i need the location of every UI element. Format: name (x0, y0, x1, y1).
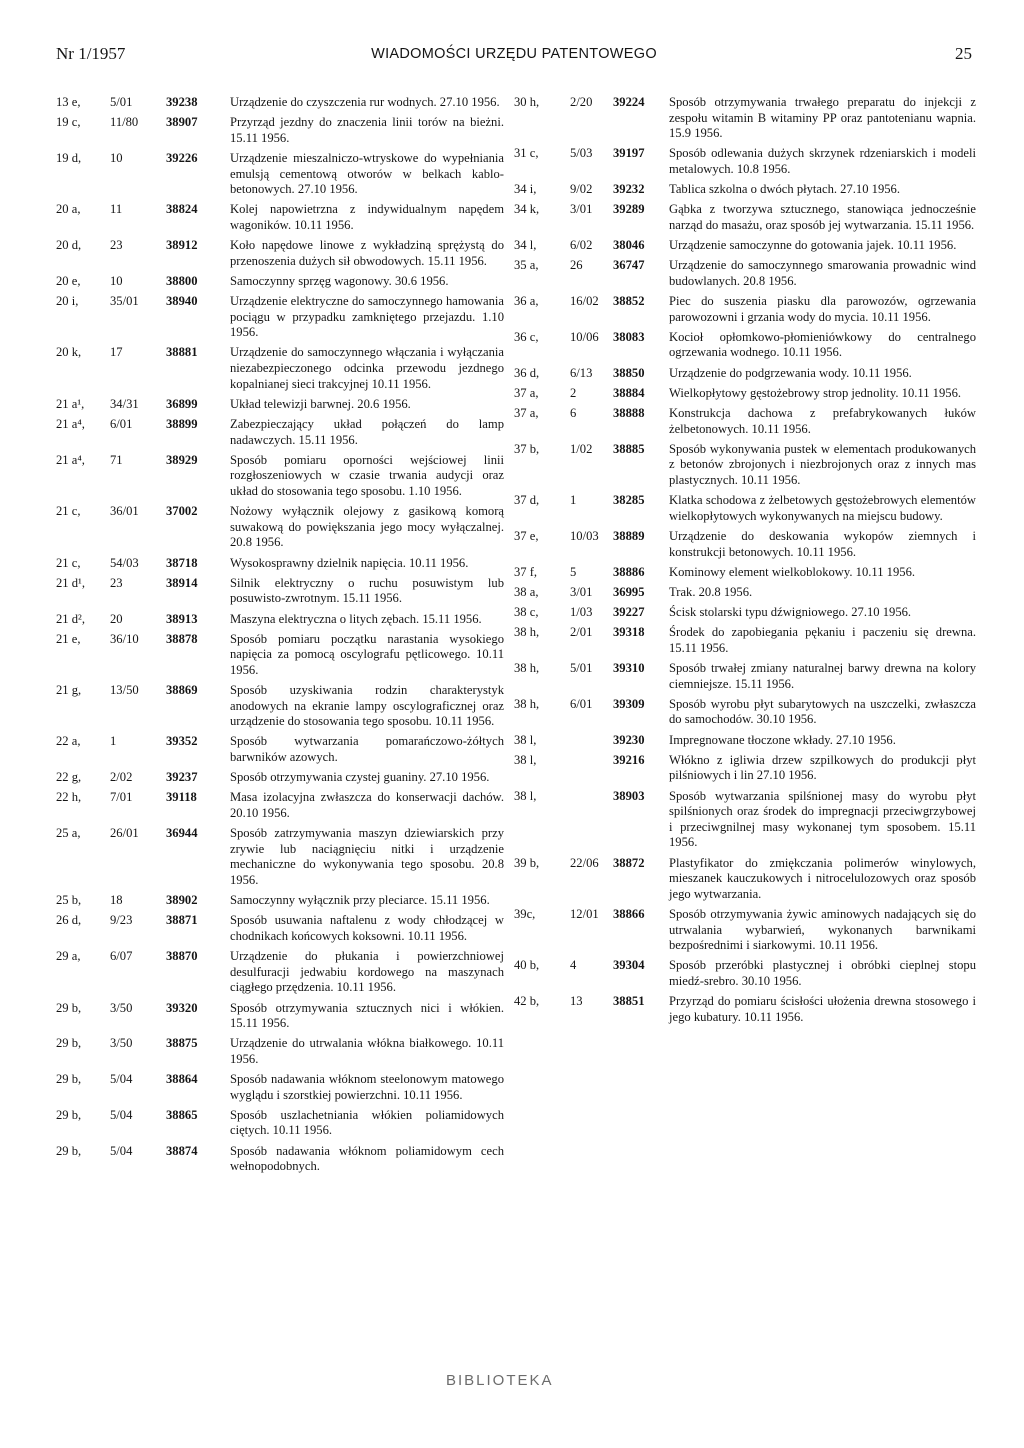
patent-number: 37002 (166, 504, 198, 519)
patent-description: Klatka schodowa z żelbetowych gęstożebrowych elementów wielkopłytowych wykonywanych na miejscu budowy. (669, 493, 976, 523)
patent-class: 36 d, (514, 365, 540, 380)
patent-subclass: 11/80 (110, 115, 139, 130)
patent-description: Konstrukcja dachowa z prefabrykowanych łuków żelbetonowych. 10.11 1956. (669, 406, 976, 436)
patent-description: Sposób otrzymywania żywic aminowych nadających się do utrwalania wybarwień, wykonanych barwnikami bezpośrednimi i siarkowymi. 10.11 1956. (669, 906, 976, 953)
patent-description: Urządzenie do samoczynnego smarowania prowadnic wind budowlanych. 20.8 1956. (669, 258, 976, 288)
patent-entry (56, 770, 504, 786)
patent-number: 39352 (166, 734, 198, 749)
patent-subclass: 1 (110, 734, 117, 749)
patent-entry (56, 683, 504, 730)
patent-class: 38 l, (514, 732, 537, 747)
patent-class: 38 l, (514, 752, 537, 767)
patent-description: Koło napędowe linowe z wykładziną sprężystą do przenoszenia dużych sił obwodowych. 15.11 1956. (230, 238, 504, 268)
patent-entry (56, 949, 504, 996)
patent-class: 20 i, (56, 294, 79, 309)
patent-class: 38 h, (514, 661, 540, 676)
patent-entry (514, 994, 976, 1025)
patent-entry (56, 893, 504, 909)
patent-class: 38 a, (514, 584, 539, 599)
patent-entry (514, 366, 976, 382)
patent-class: 22 g, (56, 770, 82, 785)
patent-description: Sposób otrzymywania sztucznych nici i włókien. 15.11 1956. (230, 1000, 504, 1031)
patent-subclass: 26 (570, 258, 583, 273)
patent-number: 38940 (166, 294, 198, 309)
patent-entry (56, 1001, 504, 1032)
patent-entry (514, 202, 976, 233)
patent-subclass: 11 (110, 202, 123, 217)
patent-class: 21 d², (56, 611, 85, 626)
patent-number: 38878 (166, 631, 198, 646)
patent-description: Sposób otrzymywania trwałego preparatu do injekcji z zespołu witamin B witaminy PP oraz pantotenianu wapnia. 15.9 1956. (669, 95, 976, 141)
page-number: 25 (955, 44, 972, 63)
patent-class: 29 b, (56, 1036, 82, 1051)
patent-subclass: 5/03 (570, 146, 593, 161)
patent-subclass: 20 (110, 611, 123, 626)
patent-entry (514, 146, 976, 177)
patent-subclass: 3/50 (110, 1036, 133, 1051)
patent-entry (56, 238, 504, 269)
patent-entry (514, 330, 976, 361)
patent-number: 38888 (613, 406, 645, 421)
patent-entry (56, 556, 504, 572)
patent-entry (56, 576, 504, 607)
patent-description: Samoczynny sprzęg wagonowy. 30.6 1956. (230, 273, 449, 288)
patent-number: 39224 (613, 95, 645, 109)
patent-number: 38886 (613, 564, 645, 579)
patent-entry (56, 790, 504, 821)
patent-number: 39289 (613, 202, 645, 217)
patent-description: Wysokosprawny dzielnik napięcia. 10.11 1956. (230, 555, 469, 570)
patent-entry (56, 417, 504, 448)
patent-class: 19 d, (56, 150, 82, 165)
patent-description: Sposób uzyskiwania rodzin charakterystyk anodowych na ekranie lampy oscylograficznej oraz urządzenie do stosowania tego sposobu. 10.11 1956. (230, 683, 504, 729)
patent-subclass: 9/23 (110, 913, 133, 928)
patent-class: 20 a, (56, 202, 81, 217)
patent-subclass: 5/01 (110, 95, 133, 109)
patent-entry (56, 1144, 504, 1175)
patent-number: 38884 (613, 385, 645, 400)
patent-entry (56, 1072, 504, 1103)
patent-class: 21 c, (56, 555, 81, 570)
patent-description: Maszyna elektryczna o litych zębach. 15.11 1956. (230, 611, 482, 626)
patent-description: Kolej napowietrzna z indywidualnym napędem wagoników. 10.11 1956. (230, 202, 504, 232)
patent-class: 38 c, (514, 605, 539, 620)
patent-description: Sposób wytwarzania spilśnionej masy do wyrobu płyt spilśnionych oraz środek do impregnacji przeciwgrzybowej i przeciwgnilnej masy wykonanej tym sposobem. 15.11 1956. (669, 788, 976, 850)
patent-class: 37 b, (514, 441, 540, 456)
patent-entry (56, 632, 504, 679)
patent-description: Urządzenie mieszalniczo-wtryskowe do wypełniania emulsją cementową otworów w belkach kablo-betonowych. 27.10 1956. (230, 150, 504, 197)
patent-subclass: 10/03 (570, 528, 599, 543)
patent-class: 38 h, (514, 696, 540, 711)
patent-entry (56, 151, 504, 198)
patent-class: 20 d, (56, 238, 82, 253)
patent-description: Nożowy wyłącznik olejowy z gasikową komorą suwakową do powiększania jego mocy wyłączalnej. 20.8 1956. (230, 504, 504, 550)
patent-number: 39197 (613, 146, 645, 161)
left-column (56, 95, 504, 1179)
journal-title: WIADOMOŚCI URZĘDU PATENTOWEGO (371, 46, 657, 62)
patent-description: Sposób trwałej zmiany naturalnej barwy drewna na kolory ciemniejsze. 15.11 1956. (669, 661, 976, 691)
patent-number: 38718 (166, 555, 198, 570)
patent-number: 38902 (166, 893, 198, 908)
patent-subclass: 36/10 (110, 631, 139, 646)
patent-number: 38852 (613, 294, 645, 309)
patent-description: Sposób odlewania dużych skrzynek rdzeniarskich i modeli metalowych. 10.8 1956. (669, 146, 976, 176)
patent-class: 29 a, (56, 949, 81, 964)
patent-entry (514, 585, 976, 601)
patent-description: Urządzenie do deskowania wykopów ziemnych i konstrukcji betonowych. 10.11 1956. (669, 528, 976, 559)
patent-description: Sposób otrzymywania czystej guaniny. 27.10 1956. (230, 770, 490, 785)
patent-entry (514, 958, 976, 989)
patent-entry (514, 697, 976, 728)
patent-number: 38870 (166, 949, 198, 964)
patent-class: 36 a, (514, 294, 539, 309)
patent-number: 38889 (613, 528, 645, 543)
patent-subclass: 16/02 (570, 294, 599, 309)
patent-description: Sposób zatrzymywania maszyn dziewiarskich przy zrywie lub naciągnięciu nitki i urządzenie mechaniczne do wykonywania tego sposobu. 20.8 1956. (230, 826, 504, 887)
patent-number: 38046 (613, 238, 645, 253)
patent-number: 38881 (166, 345, 198, 360)
patent-subclass: 5 (570, 564, 577, 579)
patent-description: Urządzenie samoczynne do gotowania jajek. 10.11 1956. (669, 238, 957, 253)
patent-subclass: 12/01 (570, 906, 599, 921)
patent-description: Sposób usuwania naftalenu z wody chłodzącej w chodnikach końcowych koksowni. 10.11 1956. (230, 913, 504, 943)
patent-class: 21 e, (56, 631, 81, 646)
patent-description: Urządzenie do płukania i powierzchniowej desulfuracji jedwabiu kordowego na maszynach ciągłego przędzenia. 10.11 1956. (230, 949, 504, 995)
patent-subclass: 10 (110, 150, 123, 165)
patent-entry (56, 274, 504, 290)
patent-subclass: 6/01 (570, 696, 593, 711)
patent-description: Urządzenie do podgrzewania wody. 10.11 1956. (669, 365, 912, 380)
patent-subclass: 22/06 (570, 855, 599, 870)
patent-class: 20 e, (56, 273, 81, 288)
patent-class: 29 b, (56, 1000, 82, 1015)
patent-description: Urządzenie elektryczne do samoczynnego hamowania pociągu w przypadku zamkniętego przejazdu. 1.10 1956. (230, 294, 504, 340)
patent-description: Sposób pomiaru oporności wejściowej linii rozgłoszeniowych w czasie trwania audycji oraz układ do stosowania tego sposobu. 1.10 1956. (230, 452, 504, 498)
patent-entry (56, 826, 504, 888)
patent-entry (56, 913, 504, 944)
patent-subclass: 5/04 (110, 1107, 133, 1122)
patent-entry (514, 733, 976, 749)
patent-class: 26 d, (56, 913, 82, 928)
patent-class: 22 h, (56, 790, 82, 805)
patent-number: 38929 (166, 452, 198, 467)
patent-number: 39237 (166, 770, 198, 785)
patent-entry (56, 115, 504, 146)
patent-class: 21 a⁴, (56, 417, 85, 432)
patent-entry (514, 294, 976, 325)
library-stamp: BIBLIOTEKA (446, 1372, 554, 1389)
patent-description: Samoczynny wyłącznik przy pleciarce. 15.11 1956. (230, 893, 490, 908)
patent-description: Sposób przeróbki plastycznej i obróbki cieplnej stopu miedź-srebro. 30.10 1956. (669, 958, 976, 988)
patent-description: Urządzenie do utrwalania włókna białkowego. 10.11 1956. (230, 1036, 504, 1066)
patent-subclass: 4 (570, 958, 577, 973)
patent-number: 38850 (613, 365, 645, 380)
patent-class: 37 d, (514, 493, 540, 508)
patent-class: 37 a, (514, 406, 539, 421)
patent-class: 38 l, (514, 788, 537, 803)
page-header (56, 44, 972, 70)
patent-entry (56, 294, 504, 341)
patent-number: 38871 (166, 913, 198, 928)
patent-description: Gąbka z tworzywa sztucznego, stanowiąca jednocześnie narząd do masażu, oraz sposób jej wytwarzania. 15.11 1956. (669, 202, 976, 232)
patent-subclass: 6/07 (110, 949, 133, 964)
patent-description: Przyrząd jezdny do znaczenia linii torów na bieżni. 15.11 1956. (230, 115, 504, 145)
patent-class: 35 a, (514, 258, 539, 273)
patent-entry (56, 95, 504, 111)
patent-subclass: 3/01 (570, 202, 593, 217)
patent-class: 36 c, (514, 329, 539, 344)
patent-class: 29 b, (56, 1107, 82, 1122)
patent-number: 38851 (613, 994, 645, 1009)
patent-description: Urządzenie do czyszczenia rur wodnych. 27.10 1956. (230, 95, 500, 109)
patent-subclass: 2/01 (570, 625, 593, 640)
patent-entry (514, 238, 976, 254)
patent-number: 39227 (613, 605, 645, 620)
patent-entry (514, 753, 976, 784)
patent-class: 37 e, (514, 528, 539, 543)
patent-class: 34 k, (514, 202, 540, 217)
patent-entry (514, 258, 976, 289)
patent-class: 20 k, (56, 345, 82, 360)
patent-number: 38903 (613, 788, 645, 803)
patent-class: 21 c, (56, 504, 81, 519)
patent-subclass: 6/01 (110, 417, 133, 432)
patent-subclass: 1 (570, 493, 577, 508)
patent-entry (56, 1108, 504, 1139)
patent-subclass: 2/20 (570, 95, 593, 109)
patent-subclass: 5/01 (570, 661, 593, 676)
patent-description: Sposób uszlachetniania włókien poliamidowych ciętych. 10.11 1956. (230, 1107, 504, 1138)
patent-entry (56, 397, 504, 413)
patent-subclass: 2/02 (110, 770, 133, 785)
patent-number: 38899 (166, 417, 198, 432)
patent-class: 21 a¹, (56, 396, 85, 411)
patent-description: Włókno z igliwia drzew szpilkowych do produkcji płyt pilśniowych i lin 27.10 1956. (669, 752, 976, 783)
patent-entry (514, 661, 976, 692)
patent-description: Sposób wykonywania pustek w elementach produkowanych z betonów zbrojonych i niezbrojonych oraz z innych mas plastycznych. 10.11 1956. (669, 441, 976, 487)
patent-subclass: 23 (110, 238, 123, 253)
patent-class: 31 c, (514, 146, 539, 161)
patent-number: 38864 (166, 1072, 198, 1087)
patent-class: 34 i, (514, 182, 537, 197)
patent-subclass: 10/06 (570, 329, 599, 344)
patent-class: 38 h, (514, 625, 540, 640)
patent-subclass: 1/02 (570, 441, 593, 456)
patent-number: 36899 (166, 396, 198, 411)
patent-subclass: 35/01 (110, 294, 139, 309)
patent-entry (56, 1036, 504, 1067)
patent-subclass: 18 (110, 893, 123, 908)
patent-subclass: 5/04 (110, 1072, 133, 1087)
patent-entry (514, 442, 976, 489)
patent-entry (514, 605, 976, 621)
patent-entry (514, 493, 976, 524)
patent-subclass: 36/01 (110, 504, 139, 519)
patent-description: Plastyfikator do zmiękczania polimerów winylowych, mieszanek kauczukowych i nitrocelulozowych oraz sposób jego wytwarzania. (669, 855, 976, 901)
patent-number: 39320 (166, 1000, 198, 1015)
patent-class: 37 f, (514, 564, 538, 579)
patent-description: Przyrząd do pomiaru ścisłości ułożenia drewna stosowego i jego kubatury. 10.11 1956. (669, 994, 976, 1024)
patent-class: 19 c, (56, 115, 81, 130)
patent-class: 39c, (514, 906, 536, 921)
patent-class: 22 a, (56, 734, 81, 749)
patent-entry (514, 565, 976, 581)
patent-subclass: 6 (570, 406, 577, 421)
patent-entry (514, 182, 976, 198)
patent-number: 36995 (613, 584, 645, 599)
patent-number: 38083 (613, 329, 645, 344)
patent-description: Zabezpieczający układ połączeń do lamp nadawczych. 15.11 1956. (230, 417, 504, 447)
patent-description: Sposób wytwarzania pomarańczowo-żółtych barwników azowych. (230, 734, 504, 765)
patent-subclass: 6/13 (570, 365, 593, 380)
patent-class: 21 d¹, (56, 575, 85, 590)
patent-class: 21 a⁴, (56, 452, 85, 467)
patent-subclass: 17 (110, 345, 123, 360)
patent-subclass: 3/50 (110, 1000, 133, 1015)
patent-subclass: 26/01 (110, 826, 139, 841)
patent-subclass: 3/01 (570, 584, 593, 599)
patent-class: 37 a, (514, 385, 539, 400)
patent-class: 34 l, (514, 238, 537, 253)
patent-number: 38285 (613, 493, 645, 508)
patent-subclass: 1/03 (570, 605, 593, 620)
patent-entry (56, 202, 504, 233)
patent-description: Tablica szkolna o dwóch płytach. 27.10 1956. (669, 182, 900, 197)
patent-description: Trak. 20.8 1956. (669, 584, 753, 599)
patent-class: 39 b, (514, 855, 540, 870)
patent-entry (56, 734, 504, 765)
patent-number: 38872 (613, 855, 645, 870)
patent-number: 39226 (166, 150, 198, 165)
patent-subclass: 5/04 (110, 1143, 133, 1158)
patent-number: 38824 (166, 202, 198, 217)
patent-subclass: 6/02 (570, 238, 593, 253)
patent-description: Piec do suszenia piasku dla parowozów, ogrzewania parowozowni i grzania wody do mycia. 10.11 1956. (669, 294, 976, 324)
patent-description: Sposób wyrobu płyt subarytowych na uszczelki, zwłaszcza do samochodów. 30.10 1956. (669, 696, 976, 727)
patent-number: 38869 (166, 683, 198, 698)
issue-number: Nr 1/1957 (56, 44, 126, 63)
patent-entry (514, 856, 976, 903)
patent-entry (56, 504, 504, 551)
patent-description: Wielkopłytowy gęstożebrowy strop jednolity. 10.11 1956. (669, 385, 962, 400)
patent-class: 13 e, (56, 95, 81, 109)
patent-number: 39118 (166, 790, 197, 805)
patent-entry (514, 529, 976, 560)
patent-entry (514, 625, 976, 656)
patent-subclass: 9/02 (570, 182, 593, 197)
patent-description: Sposób pomiaru początku narastania wysokiego napięcia za pomocą oscylografu pętlicowego. 10.11 1956. (230, 631, 504, 677)
patent-number: 38914 (166, 575, 198, 590)
patent-number: 38907 (166, 115, 198, 130)
patent-subclass: 7/01 (110, 790, 133, 805)
patent-subclass: 23 (110, 575, 123, 590)
patent-number: 36747 (613, 258, 645, 273)
patent-entry (56, 345, 504, 392)
patent-subclass: 71 (110, 452, 123, 467)
patent-number: 39230 (613, 732, 645, 747)
patent-description: Środek do zapobiegania pękaniu i paczeniu się drewna. 15.11 1956. (669, 625, 976, 655)
patent-number: 38866 (613, 906, 645, 921)
patent-number: 39304 (613, 958, 645, 973)
patent-description: Sposób nadawania włóknom steelonowym matowego wyglądu i szorstkiej powierzchni. 10.11 1956. (230, 1072, 504, 1102)
patent-description: Impregnowane tłoczone wkłady. 27.10 1956. (669, 732, 896, 747)
patent-number: 38885 (613, 441, 645, 456)
right-column (514, 95, 976, 1030)
patent-description: Kocioł opłomkowo-płomieniówkowy do centralnego ogrzewania wodnego. 10.11 1956. (669, 329, 976, 360)
patent-description: Masa izolacyjna zwłaszcza do konserwacji dachów. 20.10 1956. (230, 790, 504, 821)
patent-number: 38913 (166, 611, 198, 626)
patent-subclass: 10 (110, 273, 123, 288)
patent-entry (514, 95, 976, 142)
patent-number: 39216 (613, 752, 645, 767)
patent-entry (56, 612, 504, 628)
patent-subclass: 34/31 (110, 396, 139, 411)
patent-class: 29 b, (56, 1143, 82, 1158)
patent-class: 30 h, (514, 95, 540, 109)
patent-number: 38800 (166, 273, 198, 288)
patent-number: 39232 (613, 182, 645, 197)
patent-number: 38865 (166, 1107, 198, 1122)
patent-description: Układ telewizji barwnej. 20.6 1956. (230, 396, 411, 411)
patent-subclass: 54/03 (110, 555, 139, 570)
patent-number: 39318 (613, 625, 645, 640)
patent-class: 25 a, (56, 826, 81, 841)
patent-number: 38874 (166, 1143, 198, 1158)
patent-subclass: 13 (570, 994, 583, 1009)
patent-number: 39238 (166, 95, 198, 109)
patent-class: 25 b, (56, 893, 82, 908)
patent-entry (514, 907, 976, 954)
patent-class: 42 b, (514, 994, 540, 1009)
patent-class: 29 b, (56, 1072, 82, 1087)
patent-number: 39309 (613, 696, 645, 711)
patent-entry (56, 453, 504, 500)
patent-description: Kominowy element wielkoblokowy. 10.11 1956. (669, 564, 916, 579)
patent-class: 21 g, (56, 683, 82, 698)
patent-subclass: 2 (570, 385, 577, 400)
patent-number: 36944 (166, 826, 198, 841)
patent-number: 38912 (166, 238, 198, 253)
patent-subclass: 13/50 (110, 683, 139, 698)
patent-entry (514, 406, 976, 437)
patent-description: Sposób nadawania włóknom poliamidowym cech wełnopodobnych. (230, 1143, 504, 1174)
patent-entry (514, 789, 976, 851)
patent-number: 38875 (166, 1036, 198, 1051)
patent-description: Ścisk stolarski typu dźwigniowego. 27.10 1956. (669, 605, 912, 620)
patent-number: 39310 (613, 661, 645, 676)
patent-class: 40 b, (514, 958, 540, 973)
patent-description: Urządzenie do samoczynnego włączania i wyłączania niezabezpieczonego odcinka przewodu jezdnego kopalnianej sieci trakcyjnej 10.11 1956. (230, 345, 504, 391)
patent-entry (514, 386, 976, 402)
patent-description: Silnik elektryczny o ruchu posuwistym lub posuwisto-zwrotnym. 15.11 1956. (230, 575, 504, 606)
